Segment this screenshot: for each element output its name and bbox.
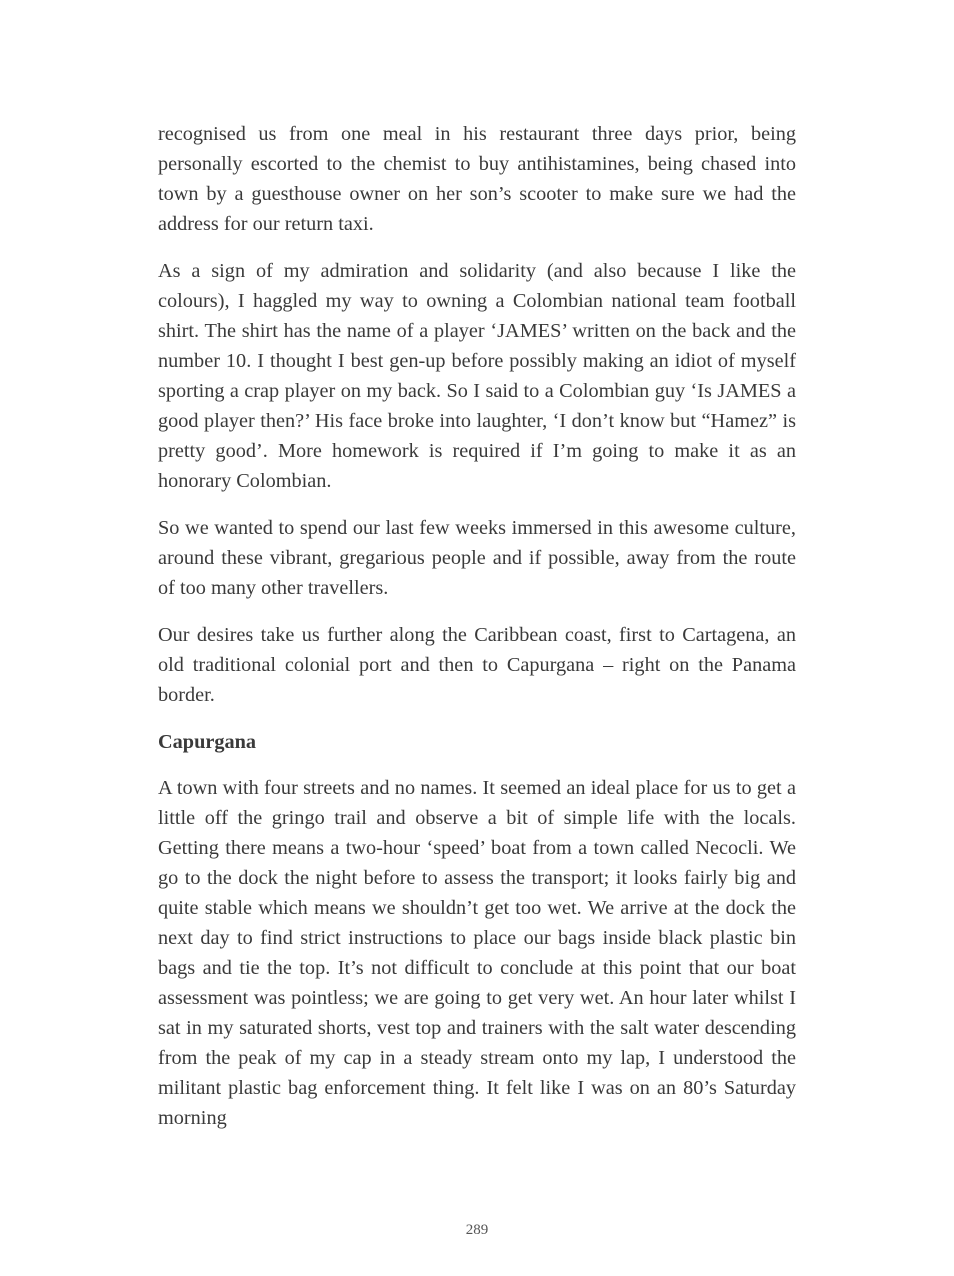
paragraph-continuation: recognised us from one meal in his restaurant three days prior, being personally escorted to the chemist to buy antihistamines, being chased into town by a guesthouse owner on her son’s scooter to make sure we had the address for our return taxi. xyxy=(158,123,796,235)
paragraph-caribbean-coast: Our desires take us further along the Caribbean coast, first to Cartagena, an old traditional colonial port and then to Capurgana – right on the Panama border. xyxy=(158,624,796,706)
page-number: 289 xyxy=(465,1222,489,1238)
paragraph-football-shirt: As a sign of my admiration and solidarity (and also because I like the colours), I haggled my way to owning a Colombian national team football shirt. The shirt has the name of a player ‘JAMES’ written on the back and the number 10. I thought I best gen-up before possibly making an idiot of myself sporting a crap player on my back. So I said to a Colombian guy ‘Is JAMES a good player then?’ His face broke into laughter, ‘I don’t know but “Hamez” is pretty good’. More homework is required if I’m going to make it as an honorary Colombian. xyxy=(158,260,796,492)
paragraph-capurgana: A town with four streets and no names. It seemed an ideal place for us to get a little off the gringo trail and observe a bit of simple life with the locals. Getting there means a two-hour ‘speed’ boat from a town called Necocli. We go to the dock the night before to assess the transport; it looks fairly big and quite stable which means we shouldn’t get too wet. We arrive at the dock the next day to find strict instructions to place our bags inside black plastic bin bags and tie the top. It’s not difficult to conclude at this point that our boat assessment was pointless; we are going to get very wet. An hour later whilst I sat in my saturated shorts, vest top and trainers with the salt water descending from the peak of my cap in a steady stream onto my lap, I understood the militant plastic bag enforcement thing. It felt like I was on an 80’s Saturday morning xyxy=(158,777,796,1129)
section-heading: Capurgana xyxy=(158,731,257,753)
paragraph-last-weeks: So we wanted to spend our last few weeks immersed in this awesome culture, around these vibrant, gregarious people and if possible, away from the route of too many other travellers. xyxy=(158,517,796,599)
body-text xyxy=(158,119,796,1150)
